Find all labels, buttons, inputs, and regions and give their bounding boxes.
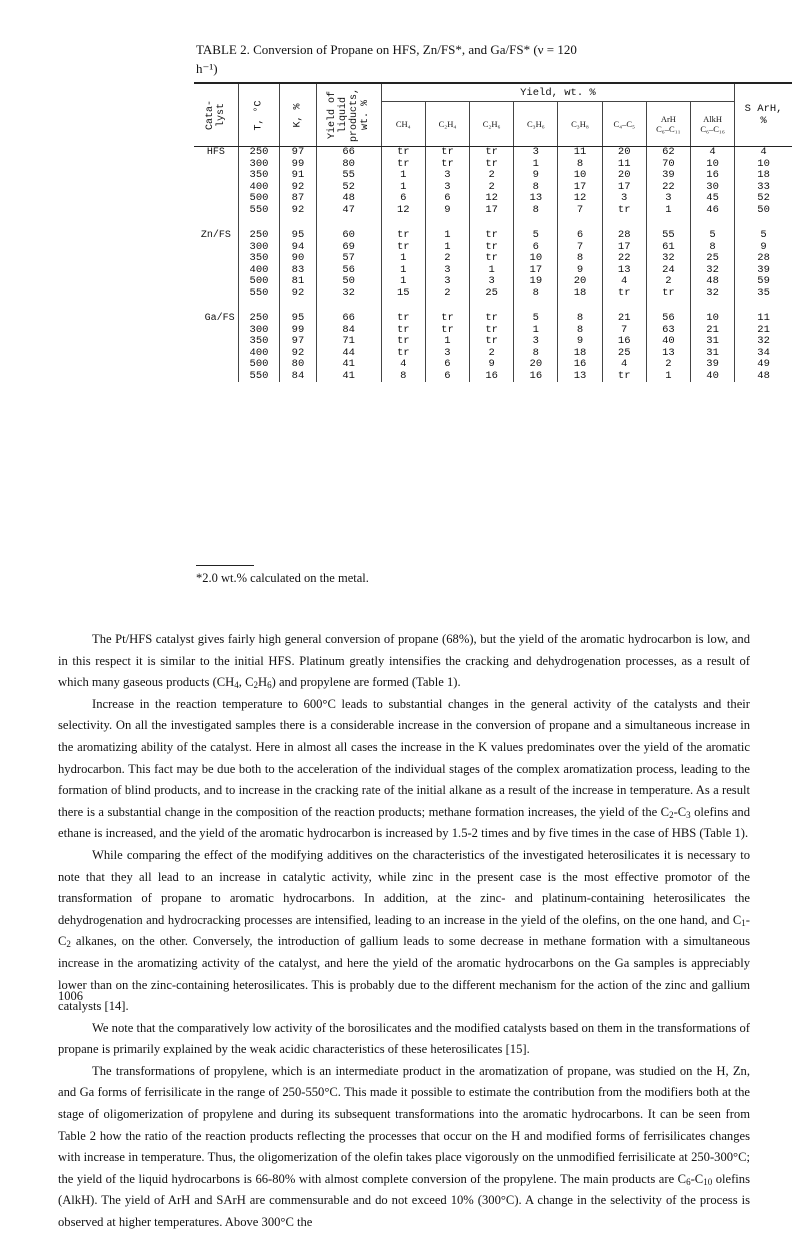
cell-c2h6: 25 xyxy=(470,288,514,300)
cell-ch4: tr xyxy=(381,336,425,348)
cell-c2h4: tr xyxy=(425,313,469,325)
catalyst-label xyxy=(194,242,238,254)
cell-c2h4: 1 xyxy=(425,336,469,348)
cell-c2h6: tr xyxy=(470,230,514,242)
col-head-c2h4: C₂H₄ xyxy=(425,102,469,147)
col-head-arh: ArH C₆–C₁₁ xyxy=(646,102,690,147)
table-row xyxy=(194,205,792,217)
cell-ch4: tr xyxy=(381,147,425,159)
cell-c3h6: 13 xyxy=(514,193,558,205)
cell-c2h6: 17 xyxy=(470,205,514,217)
cell-liquid-yield: 32 xyxy=(316,288,381,300)
catalyst-label xyxy=(194,371,238,383)
table-row xyxy=(194,336,792,348)
cell-ch4: 1 xyxy=(381,265,425,277)
cell-alkh: 31 xyxy=(690,336,734,348)
cell-c3h6: 3 xyxy=(514,147,558,159)
cell-alkh: 25 xyxy=(690,253,734,265)
cell-ch4: 1 xyxy=(381,182,425,194)
cell-ch4: tr xyxy=(381,230,425,242)
cell-temperature: 300 xyxy=(238,242,280,254)
cell-alkh: 5 xyxy=(690,230,734,242)
table-footnote: *2.0 wt.% calculated on the metal. xyxy=(196,571,369,585)
cell-temperature: 500 xyxy=(238,193,280,205)
cell-c3h8: 13 xyxy=(558,371,602,383)
cell-c4c5: 20 xyxy=(602,147,646,159)
cell-conversion: 91 xyxy=(280,170,316,182)
cell-ch4: 15 xyxy=(381,288,425,300)
cell-arh: 63 xyxy=(646,325,690,337)
table-row xyxy=(194,230,792,242)
cell-c4c5: tr xyxy=(602,371,646,383)
cell-c3h8: 18 xyxy=(558,288,602,300)
cell-c2h6: tr xyxy=(470,159,514,171)
catalyst-label xyxy=(194,276,238,288)
cell-c3h8: 20 xyxy=(558,276,602,288)
cell-conversion: 80 xyxy=(280,359,316,371)
paragraph-5: The transformations of propylene, which is an intermediate product in the aromatization of propane, was studied on the H, Zn, and Ga forms of ferrisilicate in the range of 250-550°C. This made it possible to estimate the contribution from the modifiers both at the stage of oligomerization of propylene and during its subsequent transformations into the aromatic hydrocarbons. It can be seen from Table 2 how the ratio of the reaction products reflecting the processes that occur on the H and modified forms of ferrisilicates changes with increase in temperature. Thus, the oligomerization of the olefin takes place vigorously on the unmodified ferrisilicate at 250-300°C; the yield of the liquid hydrocarbons is 66-80% with almost complete conversion of the propylene. The main products are $C_6-C_{10}$ olefins (AlkH). The yield of ArH and SArH are commensurable and do not exceed 10% (300°C). A change in the selectivity of the process is observed at higher temperatures. Above 300°C the xyxy=(58,1063,750,1230)
cell-conversion: 95 xyxy=(280,230,316,242)
cell-c2h4: 3 xyxy=(425,348,469,360)
cell-c4c5: 4 xyxy=(602,359,646,371)
cell-sarh: 49 xyxy=(735,359,792,371)
cell-sarh: 10 xyxy=(735,159,792,171)
cell-arh: 70 xyxy=(646,159,690,171)
cell-c2h4: 3 xyxy=(425,265,469,277)
paragraph-4: We note that the comparatively low activity of the borosilicates and the modified catalysts based on them in the transformations of propane is primarily explained by the weak acidic characteristics of these heterosilicates [15]. xyxy=(58,1020,750,1057)
cell-c3h6: 17 xyxy=(514,265,558,277)
cell-arh: 62 xyxy=(646,147,690,159)
col-head-temperature: T, °C xyxy=(238,83,280,147)
cell-liquid-yield: 84 xyxy=(316,325,381,337)
cell-conversion: 95 xyxy=(280,313,316,325)
cell-sarh: 28 xyxy=(735,253,792,265)
catalyst-label xyxy=(194,336,238,348)
cell-alkh: 30 xyxy=(690,182,734,194)
cell-temperature: 550 xyxy=(238,205,280,217)
col-head-c2h6: C₂H₆ xyxy=(470,102,514,147)
cell-arh: tr xyxy=(646,288,690,300)
cell-arh: 13 xyxy=(646,348,690,360)
cell-conversion: 92 xyxy=(280,288,316,300)
catalyst-label xyxy=(194,288,238,300)
cell-c2h4: 6 xyxy=(425,371,469,383)
cell-c2h6: tr xyxy=(470,253,514,265)
cell-temperature: 250 xyxy=(238,313,280,325)
cell-sarh: 11 xyxy=(735,313,792,325)
cell-arh: 3 xyxy=(646,193,690,205)
cell-temperature: 400 xyxy=(238,182,280,194)
cell-alkh: 10 xyxy=(690,313,734,325)
catalyst-label: HFS xyxy=(206,147,225,158)
cell-c3h6: 6 xyxy=(514,242,558,254)
cell-arh: 56 xyxy=(646,313,690,325)
cell-c4c5: 22 xyxy=(602,253,646,265)
cell-arh: 1 xyxy=(646,371,690,383)
cell-c2h4: 3 xyxy=(425,170,469,182)
cell-liquid-yield: 60 xyxy=(316,230,381,242)
cell-c4c5: tr xyxy=(602,205,646,217)
cell-sarh: 33 xyxy=(735,182,792,194)
body-text xyxy=(58,629,750,1234)
cell-arh: 24 xyxy=(646,265,690,277)
cell-conversion: 92 xyxy=(280,348,316,360)
table-row xyxy=(194,276,792,288)
cell-sarh: 52 xyxy=(735,193,792,205)
cell-arh: 40 xyxy=(646,336,690,348)
group-spacer xyxy=(194,216,792,230)
cell-liquid-yield: 71 xyxy=(316,336,381,348)
cell-arh: 2 xyxy=(646,276,690,288)
cell-sarh: 21 xyxy=(735,325,792,337)
cell-alkh: 10 xyxy=(690,159,734,171)
caption-line-2: h⁻¹) xyxy=(196,61,218,76)
catalyst-label xyxy=(194,348,238,360)
cell-c3h6: 9 xyxy=(514,170,558,182)
table-row xyxy=(194,359,792,371)
cell-conversion: 90 xyxy=(280,253,316,265)
cell-temperature: 500 xyxy=(238,276,280,288)
cell-temperature: 300 xyxy=(238,159,280,171)
cell-alkh: 32 xyxy=(690,265,734,277)
cell-c3h8: 8 xyxy=(558,313,602,325)
cell-arh: 22 xyxy=(646,182,690,194)
cell-alkh: 40 xyxy=(690,371,734,383)
cell-sarh: 32 xyxy=(735,336,792,348)
catalyst-label xyxy=(194,325,238,337)
cell-c2h4: 3 xyxy=(425,182,469,194)
cell-c2h4: tr xyxy=(425,325,469,337)
cell-temperature: 400 xyxy=(238,348,280,360)
cell-liquid-yield: 80 xyxy=(316,159,381,171)
cell-ch4: 4 xyxy=(381,359,425,371)
cell-alkh: 46 xyxy=(690,205,734,217)
col-head-conversion: K, % xyxy=(280,83,316,147)
cell-liquid-yield: 48 xyxy=(316,193,381,205)
table-row xyxy=(194,193,792,205)
cell-ch4: 1 xyxy=(381,170,425,182)
cell-conversion: 87 xyxy=(280,193,316,205)
cell-sarh: 4 xyxy=(735,147,792,159)
cell-arh: 55 xyxy=(646,230,690,242)
cell-temperature: 550 xyxy=(238,288,280,300)
cell-c2h4: 1 xyxy=(425,242,469,254)
col-head-sarh: S ArH, % xyxy=(735,83,792,147)
group-spacer xyxy=(194,299,792,313)
table-row xyxy=(194,253,792,265)
cell-c2h6: 2 xyxy=(470,348,514,360)
cell-liquid-yield: 41 xyxy=(316,359,381,371)
cell-c4c5: 3 xyxy=(602,193,646,205)
cell-c3h8: 9 xyxy=(558,265,602,277)
cell-alkh: 16 xyxy=(690,170,734,182)
cell-ch4: 6 xyxy=(381,193,425,205)
col-head-c3h8: C₃H₈ xyxy=(558,102,602,147)
cell-ch4: tr xyxy=(381,348,425,360)
cell-c3h8: 7 xyxy=(558,242,602,254)
cell-conversion: 99 xyxy=(280,159,316,171)
cell-c4c5: tr xyxy=(602,288,646,300)
cell-alkh: 8 xyxy=(690,242,734,254)
cell-liquid-yield: 41 xyxy=(316,371,381,383)
col-head-alkh: AlkH C₆–C₁₆ xyxy=(690,102,734,147)
cell-c2h6: 12 xyxy=(470,193,514,205)
cell-temperature: 500 xyxy=(238,359,280,371)
cell-alkh: 4 xyxy=(690,147,734,159)
cell-c4c5: 7 xyxy=(602,325,646,337)
cell-c3h6: 3 xyxy=(514,336,558,348)
cell-ch4: 8 xyxy=(381,371,425,383)
col-head-liquid-yield: Yield of liquid products, wt. % xyxy=(316,83,381,147)
page-number: 1006 xyxy=(58,989,83,1003)
catalyst-label xyxy=(194,359,238,371)
cell-temperature: 400 xyxy=(238,265,280,277)
catalyst-label: Ga/FS xyxy=(204,313,235,324)
cell-liquid-yield: 57 xyxy=(316,253,381,265)
cell-c3h8: 7 xyxy=(558,205,602,217)
cell-c3h6: 10 xyxy=(514,253,558,265)
cell-ch4: 12 xyxy=(381,205,425,217)
table-row xyxy=(194,288,792,300)
cell-liquid-yield: 55 xyxy=(316,170,381,182)
cell-ch4: tr xyxy=(381,325,425,337)
cell-conversion: 97 xyxy=(280,147,316,159)
cell-c2h6: 3 xyxy=(470,276,514,288)
cell-temperature: 250 xyxy=(238,147,280,159)
cell-c2h6: tr xyxy=(470,242,514,254)
catalyst-label xyxy=(194,253,238,265)
cell-c4c5: 20 xyxy=(602,170,646,182)
cell-c3h8: 11 xyxy=(558,147,602,159)
cell-c2h4: 2 xyxy=(425,288,469,300)
cell-conversion: 97 xyxy=(280,336,316,348)
cell-c4c5: 28 xyxy=(602,230,646,242)
cell-sarh: 50 xyxy=(735,205,792,217)
cell-c3h6: 8 xyxy=(514,348,558,360)
cell-c3h6: 1 xyxy=(514,159,558,171)
cell-c3h8: 16 xyxy=(558,359,602,371)
col-head-c4c5: C₄–C₅ xyxy=(602,102,646,147)
cell-c4c5: 21 xyxy=(602,313,646,325)
paragraph-2: Increase in the reaction temperature to 600°C leads to substantial changes in the general activity of the catalysts and their selectivity. On all the investigated samples there is a considerable increase in the conversion of propane and a simultaneous increase in the aromatizing ability of the catalyst. Here in almost all cases the increase in the K values predominates over the yield of the aromatic hydrocarbon. This fact may be due both to the acceleration of the individual stages of the complex aromatization process, leading to the formation of blind products, and to increase in the cracking rate of the initial alkane as a result of the increase in temperature. As a result there is a substantial change in the composition of the reaction products; methane formation increases, the yield of the $C_2-C_3$ olefins and ethane is increased, and the yield of the aromatic hydrocarbon is increased by 1.5-2 times and by five times in the case of HBS (Table 1). xyxy=(58,696,750,841)
cell-c3h6: 20 xyxy=(514,359,558,371)
cell-sarh: 9 xyxy=(735,242,792,254)
col-head-catalyst: Cata- lyst xyxy=(194,83,238,147)
cell-c4c5: 13 xyxy=(602,265,646,277)
cell-ch4: 1 xyxy=(381,253,425,265)
cell-c3h6: 8 xyxy=(514,205,558,217)
catalyst-label: Zn/FS xyxy=(200,230,231,241)
cell-conversion: 81 xyxy=(280,276,316,288)
cell-conversion: 99 xyxy=(280,325,316,337)
catalyst-label xyxy=(194,265,238,277)
cell-ch4: tr xyxy=(381,159,425,171)
cell-temperature: 350 xyxy=(238,253,280,265)
cell-c3h8: 18 xyxy=(558,348,602,360)
cell-c3h8: 9 xyxy=(558,336,602,348)
catalyst-label xyxy=(194,159,238,171)
cell-c2h4: 6 xyxy=(425,193,469,205)
cell-sarh: 5 xyxy=(735,230,792,242)
cell-arh: 61 xyxy=(646,242,690,254)
cell-alkh: 45 xyxy=(690,193,734,205)
cell-temperature: 350 xyxy=(238,170,280,182)
cell-c2h4: 2 xyxy=(425,253,469,265)
catalyst-label xyxy=(194,193,238,205)
table-row xyxy=(194,313,792,325)
cell-ch4: tr xyxy=(381,242,425,254)
cell-c4c5: 11 xyxy=(602,159,646,171)
cell-c3h8: 12 xyxy=(558,193,602,205)
cell-conversion: 83 xyxy=(280,265,316,277)
cell-conversion: 92 xyxy=(280,182,316,194)
cell-alkh: 31 xyxy=(690,348,734,360)
cell-c3h6: 8 xyxy=(514,288,558,300)
cell-c4c5: 17 xyxy=(602,242,646,254)
catalyst-label xyxy=(194,170,238,182)
cell-liquid-yield: 52 xyxy=(316,182,381,194)
cell-arh: 32 xyxy=(646,253,690,265)
cell-arh: 39 xyxy=(646,170,690,182)
cell-c4c5: 4 xyxy=(602,276,646,288)
cell-c3h6: 8 xyxy=(514,182,558,194)
cell-alkh: 32 xyxy=(690,288,734,300)
col-head-c3h6: C₃H₆ xyxy=(514,102,558,147)
cell-alkh: 39 xyxy=(690,359,734,371)
cell-liquid-yield: 69 xyxy=(316,242,381,254)
cell-c3h8: 6 xyxy=(558,230,602,242)
cell-arh: 1 xyxy=(646,205,690,217)
table-row xyxy=(194,147,792,159)
paragraph-1: The Pt/HFS catalyst gives fairly high general conversion of propane (68%), but the yield of the aromatic hydrocarbon is low, and in this respect it is similar to the initial HFS. Platinum greatly intensifies the cracking and dehydrogenation processes, as a result of which many gaseous products ($CH_4$, $C_2H_6$) and propylene are formed (Table 1). xyxy=(58,632,750,691)
paragraph-3: While comparing the effect of the modifying additives on the characteristics of the investigated heterosilicates it is necessary to note that they all lead to an increase in catalytic activity, while zinc in the present case is the most effective promotor of the transformation of propane to aromatic hydrocarbons. In addition, at the zinc- and platinum-containing heterosilicates the dehydrogenation and hydrocracking processes are intensified, leading to an increase in the yield of the olefins, on the one hand, and $C_1-C_2$ alkanes, on the other. Conversely, the introduction of gallium leads to some decrease in methane formation with a simultaneous increase in the aromatizing activity of the catalyst, and here the yield of the aromatic hydrocarbons on the Ga samples is appreciably lower than on the zinc-containing heterosilicates. This is probably due to the different mechanism for the action of the zinc and gallium catalysts [14]. xyxy=(58,847,750,1014)
footnote-rule xyxy=(196,565,254,566)
caption-line-1: TABLE 2. Conversion of Propane on HFS, Zn/FS*, and Ga/FS* (ν = 120 xyxy=(196,42,577,57)
cell-c4c5: 25 xyxy=(602,348,646,360)
cell-c2h4: 3 xyxy=(425,276,469,288)
cell-alkh: 48 xyxy=(690,276,734,288)
col-head-ch4: CH₄ xyxy=(381,102,425,147)
cell-ch4: tr xyxy=(381,313,425,325)
conversion-table xyxy=(194,82,792,382)
cell-c4c5: 17 xyxy=(602,182,646,194)
cell-ch4: 1 xyxy=(381,276,425,288)
cell-sarh: 48 xyxy=(735,371,792,383)
cell-sarh: 18 xyxy=(735,170,792,182)
cell-c3h8: 8 xyxy=(558,325,602,337)
cell-liquid-yield: 50 xyxy=(316,276,381,288)
cell-c3h6: 5 xyxy=(514,230,558,242)
cell-c2h6: tr xyxy=(470,313,514,325)
cell-c2h6: 2 xyxy=(470,170,514,182)
cell-c4c5: 16 xyxy=(602,336,646,348)
cell-c2h6: tr xyxy=(470,325,514,337)
cell-c2h6: 1 xyxy=(470,265,514,277)
cell-conversion: 92 xyxy=(280,205,316,217)
cell-temperature: 550 xyxy=(238,371,280,383)
cell-liquid-yield: 66 xyxy=(316,313,381,325)
col-head-yield-group: Yield, wt. % xyxy=(381,83,735,102)
cell-c2h4: tr xyxy=(425,147,469,159)
cell-c2h4: tr xyxy=(425,159,469,171)
cell-conversion: 94 xyxy=(280,242,316,254)
catalyst-label xyxy=(194,205,238,217)
cell-sarh: 39 xyxy=(735,265,792,277)
cell-c3h8: 8 xyxy=(558,253,602,265)
cell-c3h8: 8 xyxy=(558,159,602,171)
table-row xyxy=(194,371,792,383)
cell-c2h4: 1 xyxy=(425,230,469,242)
cell-conversion: 84 xyxy=(280,371,316,383)
cell-c3h6: 19 xyxy=(514,276,558,288)
cell-liquid-yield: 44 xyxy=(316,348,381,360)
table-body xyxy=(194,147,792,383)
cell-liquid-yield: 47 xyxy=(316,205,381,217)
cell-sarh: 34 xyxy=(735,348,792,360)
table-caption xyxy=(196,40,616,78)
cell-sarh: 59 xyxy=(735,276,792,288)
cell-c2h6: 9 xyxy=(470,359,514,371)
cell-c2h4: 6 xyxy=(425,359,469,371)
cell-alkh: 21 xyxy=(690,325,734,337)
cell-temperature: 250 xyxy=(238,230,280,242)
cell-c2h6: tr xyxy=(470,336,514,348)
cell-liquid-yield: 66 xyxy=(316,147,381,159)
cell-c3h8: 10 xyxy=(558,170,602,182)
cell-c2h6: tr xyxy=(470,147,514,159)
cell-arh: 2 xyxy=(646,359,690,371)
cell-c2h6: 2 xyxy=(470,182,514,194)
cell-sarh: 35 xyxy=(735,288,792,300)
cell-c2h6: 16 xyxy=(470,371,514,383)
cell-c2h4: 9 xyxy=(425,205,469,217)
cell-liquid-yield: 56 xyxy=(316,265,381,277)
cell-c3h6: 1 xyxy=(514,325,558,337)
cell-temperature: 350 xyxy=(238,336,280,348)
cell-c3h6: 16 xyxy=(514,371,558,383)
cell-c3h8: 17 xyxy=(558,182,602,194)
catalyst-label xyxy=(194,182,238,194)
cell-c3h6: 5 xyxy=(514,313,558,325)
table-row xyxy=(194,170,792,182)
cell-temperature: 300 xyxy=(238,325,280,337)
